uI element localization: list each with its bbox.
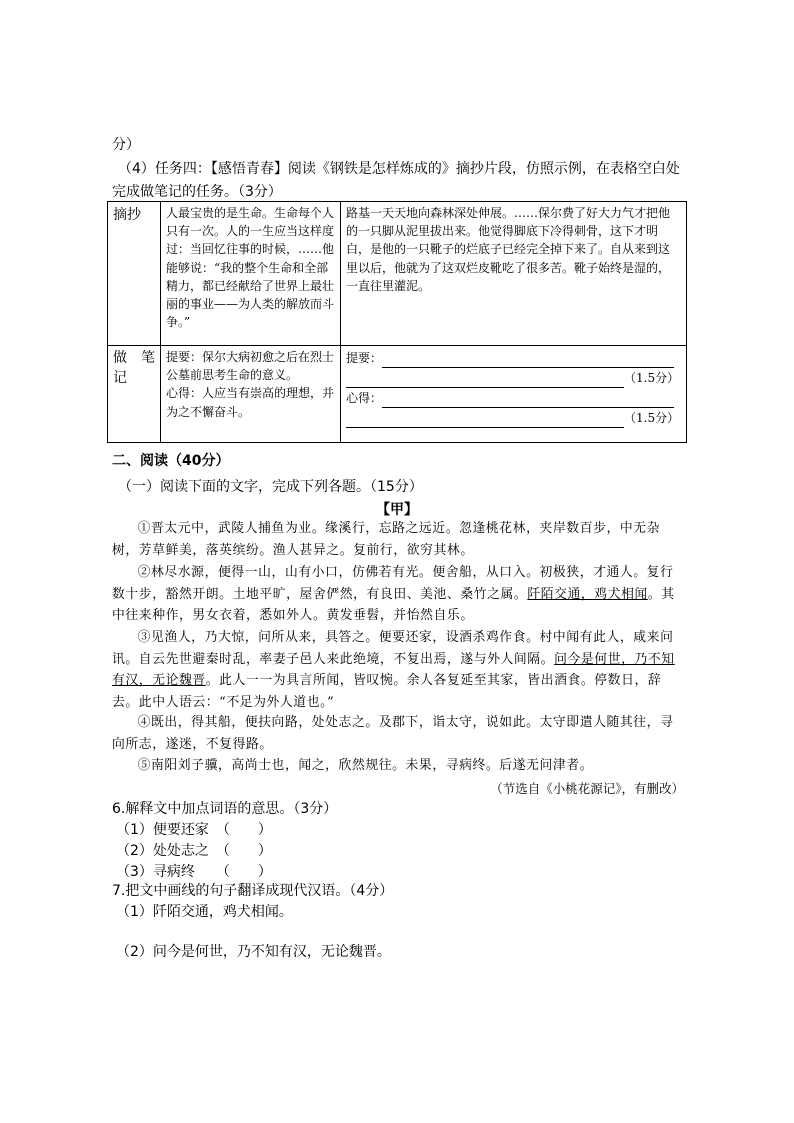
underlined-sentence-1: 阡陌交通，鸡犬相闻 xyxy=(527,586,648,602)
excerpt-row xyxy=(108,202,687,346)
q7-stem: 7.把文中画线的句子翻译成现代汉语。（4分） xyxy=(112,883,394,899)
notes-row xyxy=(108,346,687,443)
summary-label: 提要： xyxy=(346,351,383,365)
example-summary: 提要：保尔大病初愈之后在烈士公墓前思考生命的意义。 xyxy=(166,350,335,383)
passage-label-jia: 【甲】 xyxy=(376,502,418,518)
task4-instruction-line2: 完成做笔记的任务。（3分） xyxy=(112,184,282,200)
passage-paragraph-2: ②林尽水源，便得一山，山有小口，仿佛若有光。便舍船，从口入。初极狭，才通人。复行数十步，豁然开朗。土地平旷，屋舍俨然，有良田、美池、桑竹之属。阡陌交通，鸡犬相闻。其中往来种作，男女衣着，悉如外人。黄发垂髫，并怡然自乐。 xyxy=(112,565,675,623)
task4-instruction-line1: （4）任务四：【感悟青春】阅读《钢铁是怎样炼成的》摘抄片段，仿照示例，在表格空白处 xyxy=(118,161,680,177)
excerpt-row-header: 摘抄 xyxy=(108,202,161,346)
q6-item-1: （1）便要还家 （ ） xyxy=(116,822,272,838)
prev-question-tail: 分） xyxy=(112,137,140,153)
reading-notes-table xyxy=(107,201,687,443)
insight-label: 心得： xyxy=(346,391,383,405)
passage-paragraph-3: ③见渔人，乃大惊，问所从来，具答之。便要还家，设酒杀鸡作食。村中闻有此人，咸来问讯。自云先世避秦时乱，率妻子邑人来此绝境，不复出焉，遂与外人间隔。问今是何世，乃不知有汉，无论魏晋。此人一一为具言所闻，皆叹惋。余人各复延至其家，皆出酒食。停数日，辞去。此中人语云：“不足为外人道也。” xyxy=(112,630,675,710)
summary-answer-line-1[interactable] xyxy=(382,353,674,368)
section2-title: 二、阅读（40分） xyxy=(112,453,230,469)
q7-item-2: （2）问今是何世，乃不知有汉，无论魏晋。 xyxy=(116,944,391,960)
insight-answer-line-2[interactable] xyxy=(346,413,624,428)
insight-answer-line-1[interactable] xyxy=(382,393,674,408)
passage-paragraph-1: ①晋太元中，武陵人捕鱼为业。缘溪行，忘路之远近。忽逢桃花林，夹岸数百步，中无杂树，芳草鲜美，落英缤纷。渔人甚异之。复前行，欲穷其林。 xyxy=(112,521,661,558)
summary-answer-line-2[interactable] xyxy=(346,373,624,388)
q7-item-1: （1）阡陌交通，鸡犬相闻。 xyxy=(116,904,293,920)
q6-stem: 6.解释文中加点词语的意思。（3分） xyxy=(112,801,338,817)
notes-row-header: 做 笔记 xyxy=(108,346,161,443)
passage-source: （节选自《小桃花源记》，有删改） xyxy=(490,781,684,796)
section2-sub1: （一）阅读下面的文字，完成下列各题。（15分） xyxy=(118,479,423,495)
task-excerpt-cell: 路基一天天地向森林深处伸展。……保尔费了好大力气才把他的一只脚从泥里拔出来。他觉得脚底下冷得刺骨，这下才明白，是他的一只靴子的烂底子已经完全掉下来了。自从来到这里以后，他就为了这双烂皮靴吃了很多苦。靴子始终是湿的，一直往里灌泥。 xyxy=(341,202,687,346)
summary-points: （1.5分） xyxy=(624,371,680,385)
example-notes-cell xyxy=(161,346,341,443)
underlined-sentence-2: 问今是何世，乃不知有汉，无论魏晋 xyxy=(112,651,675,688)
passage-paragraph-4: ④既出，得其船，便扶向路，处处志之。及郡下，诣太守，说如此。太守即遣人随其往，寻向所志，遂迷，不复得路。 xyxy=(112,715,674,752)
insight-points: （1.5分） xyxy=(624,411,680,425)
passage-paragraph-5: ⑤南阳刘子骥，高尚士也，闻之，欣然规往。未果，寻病终。后遂无问津者。 xyxy=(137,758,594,773)
q6-item-2: （2）处处志之 （ ） xyxy=(116,843,272,859)
example-excerpt-cell: 人最宝贵的是生命。生命每个人只有一次。人的一生应当这样度过：当回忆往事的时候，……他能够说：“我的整个生命和全部精力，都已经献给了世界上最壮丽的事业——为人类的解放而斗争。” xyxy=(161,202,341,346)
example-insight: 心得：人应当有崇高的理想，并为之不懈奋斗。 xyxy=(166,386,335,419)
answer-notes-cell xyxy=(341,346,687,443)
q6-item-3: （3）寻病终 （ ） xyxy=(116,864,272,880)
